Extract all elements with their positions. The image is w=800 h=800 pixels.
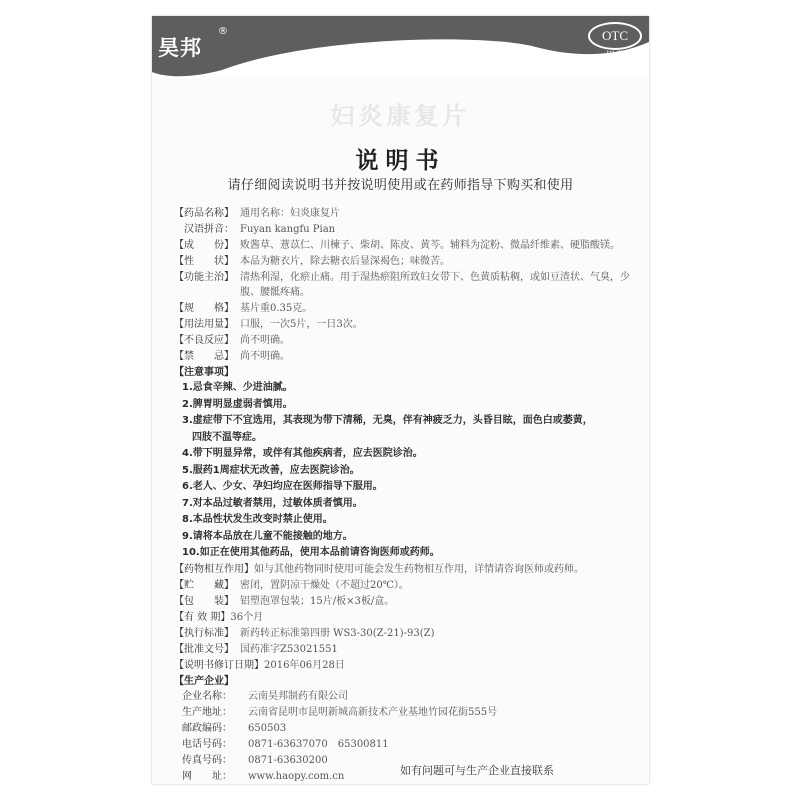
field-label: 电话号码：: [182, 738, 232, 750]
product-title-faded: 妇炎康复片: [330, 102, 471, 130]
cautions-list: [182, 380, 644, 562]
caution-item: 4.带下明显异常，或伴有其他疾病者，应去医院诊治。: [182, 448, 423, 459]
otc-badge: [584, 20, 644, 60]
field-label: 【用法用量】: [174, 319, 234, 330]
field-row: [174, 206, 644, 221]
caution-item: 2.脾胃明显虚弱者慎用。: [182, 398, 293, 410]
field-label: 【有 效 期】: [174, 611, 231, 623]
field-row: [174, 658, 644, 673]
field-label: 网 址：: [182, 770, 232, 782]
field-value: 通用名称：妇炎康复片: [240, 208, 340, 219]
contact-note: 如有问题可与生产企业直接联系: [400, 764, 554, 777]
fields-group-2: [174, 562, 644, 673]
field-row: [174, 317, 644, 332]
field-label: 【成 份】: [174, 240, 234, 251]
caution-item: 四肢不温等症。: [192, 431, 262, 443]
field-value: 36个月: [230, 611, 264, 623]
field-label: 【说明书修订日期】: [174, 659, 264, 671]
field-label: 生产地址：: [182, 706, 232, 718]
field-value: 清热利湿，化瘀止痛。用于湿热瘀阻所致妇女带下、色黄质粘稠，或如豆渣状、气臭，少腹、腰骶疼痛。: [240, 272, 630, 298]
field-label: 【性 状】: [174, 256, 234, 267]
field-label: 【药物相互作用】: [174, 563, 254, 575]
header-band: [152, 16, 649, 78]
field-label: 【功能主治】: [174, 272, 234, 283]
field-row: [182, 737, 644, 752]
field-label: 【不良反应】: [174, 335, 234, 346]
field-row: [174, 333, 644, 348]
field-value: 铝塑泡罩包装；15片/板×3板/盒。: [240, 595, 395, 607]
field-value: 如与其他药物同时使用可能会发生药物相互作用，详情请咨询医师或药师。: [254, 563, 584, 575]
field-row: [174, 238, 644, 253]
field-value: 云南省昆明市昆明新城高新技术产业基地竹园花街555号: [248, 706, 498, 718]
field-label: 【贮 藏】: [174, 579, 234, 591]
otc-label: OTC: [588, 22, 642, 50]
field-value: 国药准字Z53021551: [240, 643, 338, 655]
brand-logo: 昊邦: [158, 36, 202, 60]
fields-group-1: [174, 206, 644, 364]
field-value: www.haopy.com.cn: [248, 770, 345, 782]
field-label: 【包 装】: [174, 595, 234, 607]
field-row: [174, 254, 644, 269]
field-value: 650503: [248, 722, 287, 734]
caution-item: 9.请将本品放在儿童不能接触的地方。: [182, 530, 353, 542]
field-value: 云南昊邦制药有限公司: [248, 690, 348, 702]
package-insert-sheet: [152, 16, 649, 784]
field-row: [174, 222, 644, 237]
manufacturer-heading: 【生产企业】: [174, 675, 234, 687]
caution-item: 1.忌食辛辣、少进油腻。: [182, 382, 293, 393]
caution-item: 7.对本品过敏者禁用，过敏体质者慎用。: [182, 497, 363, 509]
field-value: 口服，一次5片，一日3次。: [240, 319, 363, 330]
cautions-heading: 【注意事项】: [174, 367, 234, 378]
field-value: 密闭，置阴凉干燥处（不超过20℃）。: [240, 579, 409, 591]
field-label: 传真号码：: [182, 754, 232, 766]
document-title: 说明书: [355, 148, 446, 174]
field-row: [174, 562, 644, 577]
field-value: 本品为糖衣片，除去糖衣后显深褐色；味微苦。: [240, 256, 450, 267]
field-row: [174, 349, 644, 364]
field-value: 新药转正标准第四册 WS3-30(Z-21)-93(Z): [240, 627, 435, 639]
registered-mark: ®: [218, 26, 228, 37]
field-value: 尚不明确。: [240, 351, 290, 362]
field-value: 败酱草、薏苡仁、川楝子、柴胡、陈皮、黄芩。辅料为淀粉、微晶纤维素、硬脂酸镁。: [240, 240, 620, 251]
insert-body: [174, 206, 644, 784]
field-label: 企业名称：: [182, 690, 232, 702]
field-value: 尚不明确。: [240, 335, 290, 346]
field-row: [174, 610, 644, 625]
caution-item: 5.服药1周症状无改善，应去医院诊治。: [182, 464, 360, 476]
otc-class-label: 甲类: [606, 51, 625, 61]
field-value: 2016年06月28日: [264, 659, 345, 671]
field-label: 【批准文号】: [174, 643, 234, 655]
caution-item: 3.虚症带下不宜选用，其表现为带下清稀，无臭，伴有神疲乏力，头昏目眩，面色白或萎黄，: [182, 415, 593, 426]
field-row: [182, 721, 644, 736]
field-label: 汉语拼音：: [184, 224, 234, 235]
field-row: [182, 705, 644, 720]
field-row: [174, 270, 644, 300]
field-value: 0871-63630200: [248, 754, 328, 766]
reading-instruction: 请仔细阅读说明书并按说明使用或在药师指导下购买和使用: [227, 178, 574, 193]
field-label: 【禁 忌】: [174, 351, 234, 362]
field-row: [182, 689, 644, 704]
field-label: 邮政编码：: [182, 722, 232, 734]
caution-item: 10.如正在使用其他药品，使用本品前请咨询医师或药师。: [182, 547, 440, 558]
field-label: 【执行标准】: [174, 627, 234, 639]
field-value: 0871-63637070 65300811: [248, 738, 389, 750]
field-row: [174, 301, 644, 316]
field-label: 【药品名称】: [174, 208, 234, 219]
field-row: [174, 626, 644, 641]
caution-item: 6.老人、少女、孕妇均应在医师指导下服用。: [182, 481, 383, 492]
field-row: [174, 594, 644, 609]
field-value: 基片重0.35克。: [240, 303, 313, 314]
field-label: 【规 格】: [174, 303, 234, 314]
field-value: Fuyan kangfu Pian: [240, 224, 336, 235]
field-row: [174, 642, 644, 657]
field-row: [174, 578, 644, 593]
caution-item: 8.本品性状发生改变时禁止使用。: [182, 514, 333, 525]
